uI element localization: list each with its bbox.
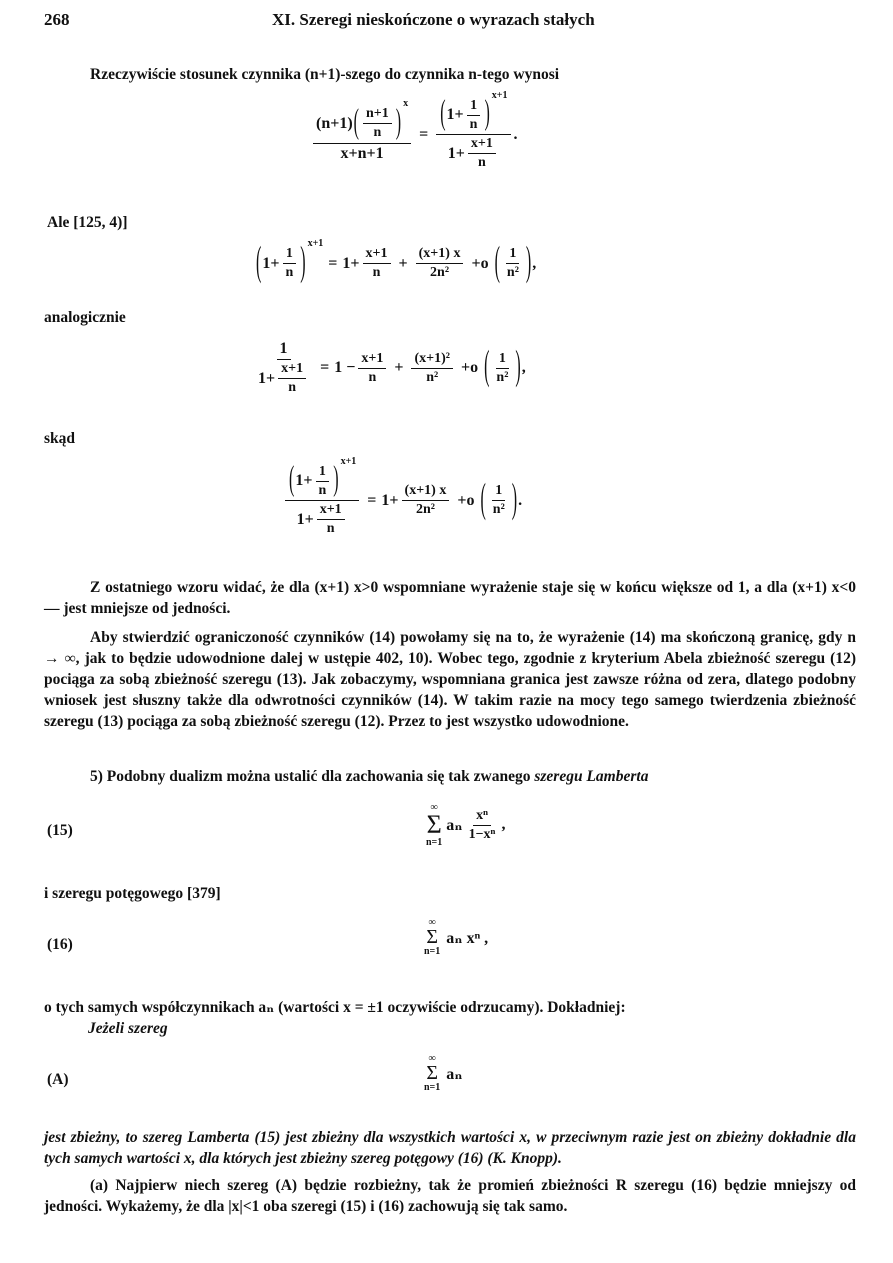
- series-a-equation: ∞ Σ n=1 aₙ: [424, 1053, 463, 1093]
- paragraph-2: Aby stwierdzić ograniczoność czynników (14) powołamy się na to, że wyrażenie (14) ma skończoną granicę, gdy n → ∞, jak to będzie udowodnione dalej w ustępie 402, 10). Wobec tego, zgodnie z kryterium Abela zbieżność szeregu (12) pociąga za sobą zbieżność szeregu (13). Jak zobaczymy, wspomniana granica jest zawsze różna od zera, dlatego podobny wniosek jest słuszny także dla odwrotności czynników (14). W takim razie na mocy tego samego twierdzenia zbieżność szeregu (13) pociąga za sobą zbieżność szeregu (12). Przez to jest wszystko udowodnione.: [44, 629, 856, 730]
- page-number: 268: [44, 10, 70, 29]
- power-series-line: i szeregu potęgowego [379]: [44, 885, 221, 902]
- theorem-text: jest zbieżny, to szereg Lamberta (15) jest zbieżny dla wszystkich wartości x, w przeciwnym razie jest on zbieżny dokładnie dla tych samych wartości x, dla których jest zbieżny szereg potęgowy (16) (K. Knopp).: [44, 1129, 856, 1167]
- paragraph-1: Z ostatniego wzoru widać, że dla (x+1) x>0 wspomniane wyrażenie staje się w końcu większe od 1, a dla (x+1) x<0 — jest mniejsze od jedności.: [44, 579, 856, 617]
- coefficient-line: o tych samych współczynnikach aₙ (wartości x = ±1 oczywiście odrzucamy). Dokładniej:: [44, 999, 626, 1016]
- paragraph-4: (a) Najpierw niech szereg (A) będzie rozbieżny, tak że promień zbieżności R szeregu (16) będzie mniejszy od jedności. Wykażemy, że dla |x|<1 oba szeregi (15) i (16) zachowują się tak samo.: [44, 1177, 856, 1215]
- expansion-equation-3: ( 1+ $\frac{1}{n}$ ) x+1 1+ $\frac{x+1}{n}$ = 1+ $\frac{(x+1) x}{\text{2n²}}$ +o ( $\frac{1}{\text{n²}}$ ) .: [282, 464, 522, 537]
- lambert-series-equation: ∞ Σ n=1 aₙ $\frac{\text{xⁿ}}{\text{1−xⁿ}}$ ,: [426, 802, 506, 848]
- equation-15-label: (15): [47, 822, 73, 839]
- expansion-equation-2: 1 1+ $\frac{x+1}{n}$ = 1 − $\frac{x+1}{n}$ + $\frac{\text{(x+1)²}}{\text{n²}}$ +o ( $\frac{1}{\text{n²}}$ ) ,: [258, 340, 526, 396]
- ale-line: Ale [125, 4)]: [47, 214, 128, 231]
- power-series-equation: ∞ Σ n=1 aₙ xⁿ ,: [424, 917, 489, 957]
- paragraph-3-text: 5) Podobny dualizm można ustalić dla zachowania się tak zwanego: [90, 768, 535, 785]
- skad-line: skąd: [44, 430, 76, 447]
- running-title: XI. Szeregi nieskończone o wyrazach stałych: [272, 10, 595, 29]
- ratio-equation: (n+1) ( $\frac{n+1}{n}$ ) x x+n+1 = ( 1+ $\frac{1}{n}$ ) x+1 1+ $\frac{x+1}{n}$ .: [310, 98, 518, 171]
- expansion-equation-1: ( 1+ $\frac{1}{n}$ ) x+1 = 1+ $\frac{x+1}{n}$ + $\frac{(x+1) x}{\text{2n²}}$ +o ( $\frac{1}{\text{n²}}$ ) ,: [256, 238, 537, 285]
- intro-line: Rzeczywiście stosunek czynnika (n+1)-szego do czynnika n-tego wynosi: [90, 66, 560, 83]
- paragraph-3: [44, 766, 856, 789]
- lambert-series-term: szeregu Lamberta: [534, 768, 649, 785]
- equation-a-label: (A): [47, 1071, 69, 1088]
- equation-16-label: (16): [47, 936, 73, 953]
- analogicznie-line: analogicznie: [44, 309, 126, 326]
- jezeli-line: Jeżeli szereg: [88, 1020, 168, 1037]
